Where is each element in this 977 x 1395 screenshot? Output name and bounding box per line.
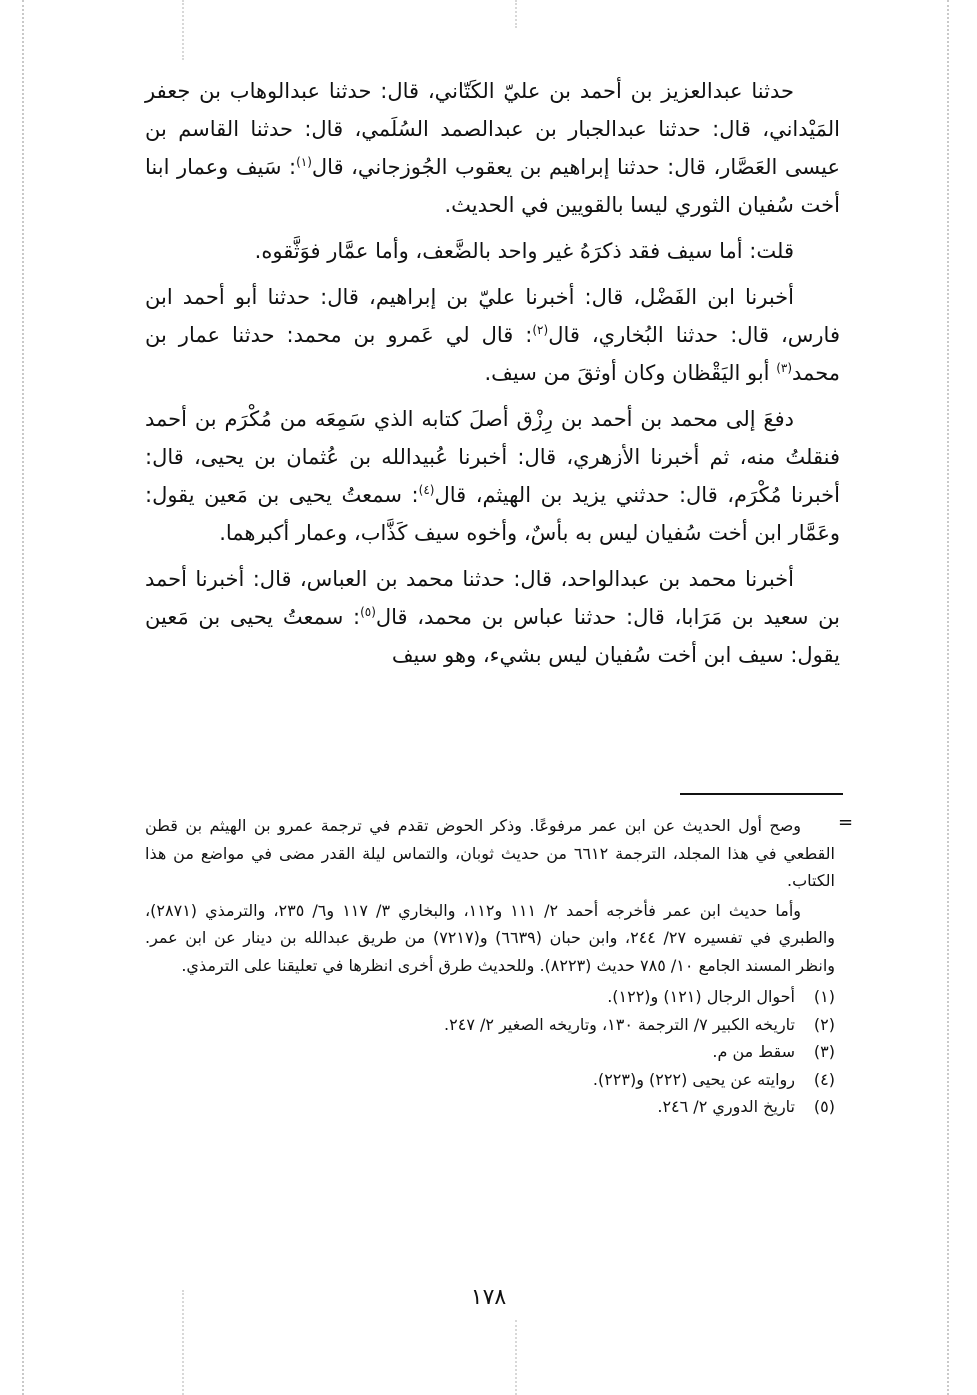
footnote-number: (١) [813,987,835,1006]
paragraph-text: أبو اليَقْظان وكان أوثقَ من سيف. [484,361,777,385]
scan-edge-left [22,0,24,1395]
paragraph-text: : قال لي عَمرو بن محمد: حدثنا عمار بن محمد [145,323,840,385]
main-paragraph [145,560,840,674]
footnote-item [145,983,835,1011]
footnote-list [145,983,835,1121]
paragraph-text: : سمعتُ يحيى بن مَعين يقول: سيف ابن أخت سُفيان ليس بشيء، وهو سيف [145,605,840,667]
footnote-text: تاريخ الدوري ٢/ ٢٤٦. [657,1097,795,1116]
footnote-text: أحوال الرجال (١٢١) و(١٢٢). [607,987,795,1006]
footnote-number: (٣) [813,1042,835,1061]
footnote-item [145,1093,835,1121]
footnote-number: (٢) [813,1014,835,1034]
footnote-item [145,1011,835,1039]
main-text [145,72,840,682]
footnote-ref: (٢) [532,323,549,337]
footnote-separator [680,793,843,795]
footnote-continued-paragraph: وصح أول الحديث عن ابن عمر مرفوعًا. وذكر الحوض تقدم في ترجمة عمرو بن الهيثم بن قطن القطعي في هذا المجلد، الترجمة ٦٦١٢ من حديث ثوبان، والتماس ليلة القدر مضى في مواضع من هذا الكتاب. [145,816,836,890]
scan-edge-right [947,0,949,1395]
footnote-ref: (١) [296,155,312,169]
paragraph-text: : سَيف وعمار ابنا أخت سُفيان الثوري ليسا بالقويين في الحديث. [145,155,840,217]
footnote-item [145,1066,835,1094]
footnote-number: (٥) [813,1097,835,1116]
paragraph-text: : سمعتُ يحيى بن مَعين يقول: وعَمَّار ابن أخت سُفيان ليس به بأسٌ، وأخوه سيف كَذَّاب، وعمار أكبرهما. [145,483,840,545]
main-paragraph [145,232,840,270]
footnote-continuation-mark: = [838,812,854,833]
paragraph-text: دفعَ إلى محمد بن أحمد بن رِزْق أصلَ كتابه الذي سَمِعَه من مُكْرَم بن أحمد فنقلتُ منه، ثم أخبرنا الأزهري، قال: أخبرنا عُبيدالله بن عُثمان بن يحيى، قال: أخبرنا مُكْرَم، قال: حدثني يزيد بن الهيثم، قال [145,407,840,507]
footnote-text: سقط من م. [712,1042,795,1061]
footnote-text: تاريخه الكبير ٧/ الترجمة ١٣٠، وتاريخه الصغير ٢/ ٢٤٧. [444,1014,795,1034]
footnote-continued-paragraph: وأما حديث ابن عمر فأخرجه أحمد ٢/ ١١١ و١١٢، والبخاري ٣/ ١١٧ و٦/ ٢٣٥، والترمذي (٢٨٧١)، والطبري في تفسيره ٢٧/ ٢٤٤، وابن حبان (٦٦٣٩) و(٧٢١٧) من طريق عبدالله بن دينار عن ابن عمر. وانظر المسند الجامع ١٠/ ٧٨٥ حديث (٨٢٢٣). وللحديث طرق أخرى انظرها في تعليقنا على الترمذي. [145,900,836,975]
footnotes [145,812,835,1121]
page-number: ١٧٨ [470,1285,507,1310]
paragraph-text: أخبرنا محمد بن عبدالواحد، قال: حدثنا محمد بن العباس، قال: أخبرنا أحمد بن سعيد بن مَرَابا، قال: حدثنا عباس بن محمد، قال [145,567,840,629]
footnote-ref: (٥) [360,605,376,619]
footnote-number: (٤) [813,1069,835,1089]
footnote-text: روايته عن يحيى (٢٢٢) و(٢٢٣). [592,1069,795,1089]
scan-guide-mark [182,0,184,60]
main-paragraph [145,72,840,224]
paragraph-text: أخبرنا ابن الفَضْل، قال: أخبرنا عليّ بن إبراهيم، قال: حدثنا أبو أحمد ابن فارس، قال: حدثنا البُخاري، قال [145,285,840,347]
main-paragraph [145,278,840,392]
main-paragraph [145,400,840,552]
paragraph-text: حدثنا عبدالعزيز بن أحمد بن عليّ الكَتّاني، قال: حدثنا عبدالوهاب بن جعفر المَيْداني، قال: حدثنا عبدالجبار بن عبدالصمد السُلَمي، قال: حدثنا القاسم بن عيسى العَصَّار، قال: حدثنا إبراهيم بن يعقوب الجُوزجاني، قال [145,79,840,179]
footnote-ref: (٤) [418,483,435,497]
paragraph-text: قلت: أما سيف فقد ذكرَهُ غير واحد بالضَّعف، وأما عمَّار فوَثَّقوه. [254,239,794,263]
footnote-item [145,1038,835,1066]
scan-guide-mark [515,0,517,28]
footnote-ref: (٣) [776,361,793,375]
scan-guide-mark [515,1320,517,1395]
